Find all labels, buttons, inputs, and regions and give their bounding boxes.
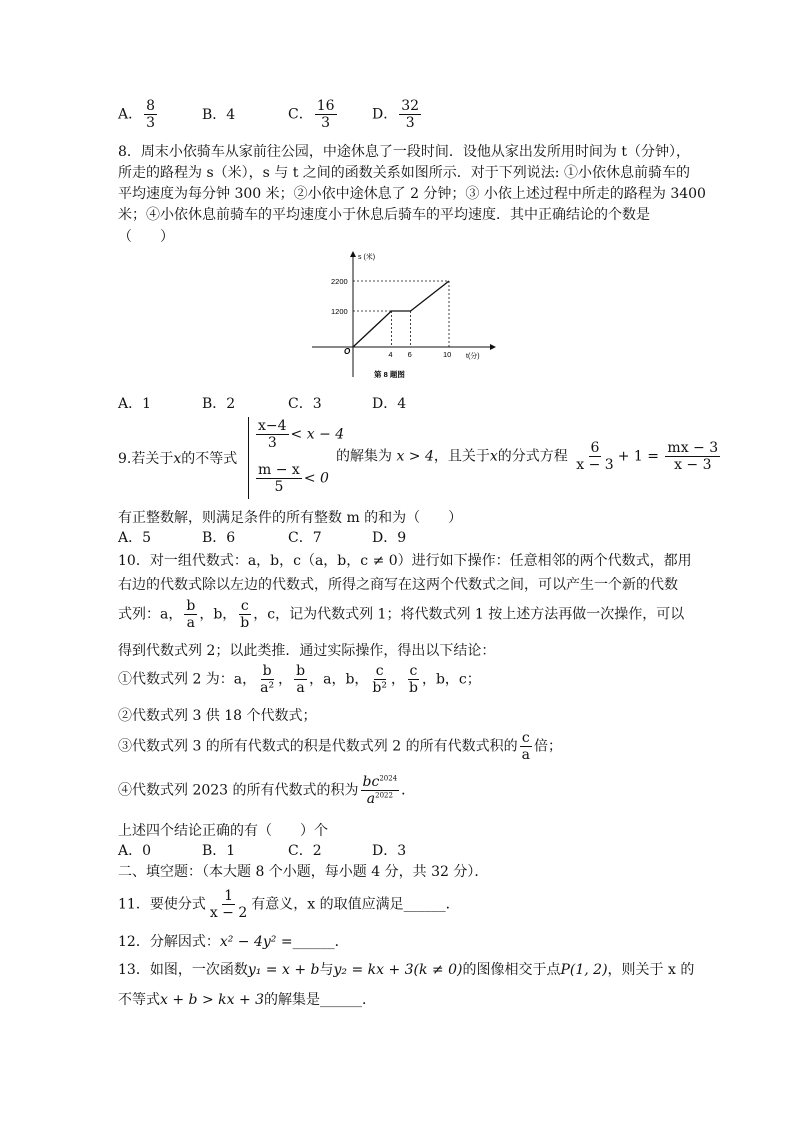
q9-options <box>118 530 406 547</box>
q10-option-a[interactable]: A．0 <box>118 843 152 859</box>
q10-option-b[interactable]: B．1 <box>202 843 236 859</box>
q12: 12．分解因式：x² − 4y² =______． <box>118 934 349 950</box>
q10-line-2: 右边的代数式除以左边的代数式，所得之商写在这两个代数式之间，可以产生一个新的代数 <box>118 577 678 593</box>
y-tick-label: 1200 <box>331 307 348 316</box>
q10-conclusion-2: ②代数式列 3 供 18 个代数式； <box>118 708 317 724</box>
q8-line-4: 米；④小依休息前骑车的平均速度小于休息后骑车的平均速度．其中正确结论的个数是 <box>118 207 650 223</box>
q8-option-d[interactable]: D．4 <box>372 396 407 412</box>
q8-chart <box>300 245 500 385</box>
q13-line-2: 不等式x + b > kx + 3的解集是______． <box>118 992 377 1008</box>
q10-line-3: 式列：a， $\frac{b}{a}$ ，b， $\frac{c}{b}$ ，c，记为代数式列 1；将代数式列 1 按上述方法再做一次操作，可以 <box>118 598 685 632</box>
q9-line-2: 有正整数解，则满足条件的所有整数 m 的和为（ ） <box>118 510 463 526</box>
chart-caption: 第 8 题图 <box>374 370 405 379</box>
q8-option-b[interactable]: B．2 <box>202 396 236 412</box>
x-tick-label: 4 <box>388 350 393 359</box>
q9-option-d[interactable]: D．9 <box>372 530 407 546</box>
q9-tail: 的解集为 x > 4，且关于x的分式方程 $\frac{6}{x - 3}$ + 1 = $\frac{mx - 3}{x - 3}$ <box>336 440 719 474</box>
q7-option-b[interactable]: B．4 <box>202 106 236 123</box>
q7-option-d[interactable]: D． $\frac{32}{3}$ <box>372 98 420 132</box>
q9-inequality-1: $\frac{x-4}{3}$ < x − 4 <box>258 418 345 452</box>
q7-options <box>118 98 423 131</box>
q10-options <box>118 843 406 860</box>
q8-option-a[interactable]: A．1 <box>118 396 152 412</box>
q10-option-c[interactable]: C．2 <box>288 843 322 859</box>
x-axis-label: t(分) <box>466 353 480 360</box>
q9-inequality-2: $\frac{m - x}{5}$ < 0 <box>258 462 329 496</box>
q9-option-b[interactable]: B．6 <box>202 530 236 546</box>
q8-line-2: 所走的路程为 s（米），s 与 t 之间的函数关系如图所示．对于下列说法: ①小依休息前骑车的 <box>118 165 690 181</box>
q10-conclusion-3: ③代数式列 3 的所有代数式的积是代数式列 2 的所有代数式积的 $\frac{c}{a}$ 倍； <box>118 730 562 764</box>
q7-option-c[interactable]: C． $\frac{16}{3}$ <box>288 98 335 132</box>
section-2-heading: 二、填空题：（本大题 8 个小题，每小题 4 分，共 32 分）． <box>118 864 489 880</box>
q10-option-d[interactable]: D．3 <box>372 843 407 859</box>
q9-option-a[interactable]: A．5 <box>118 530 152 546</box>
q10-conclusion-1: ①代数式列 2 为：a， $\frac{b}{\text{a²}}$ ， $\frac{b}{a}$ ，a，b， $\frac{c}{\text{b²}}$ ， $\frac{c}{b}$ ，b，c； <box>118 663 481 697</box>
q9-prefix: 9.若关于x的不等式 <box>118 451 238 467</box>
q11: 11．要使分式 $\frac{1}{x - 2}$ 有意义，x 的取值应满足______． <box>118 888 460 922</box>
q10-line-4: 得到代数式列 2；以此类推．通过实际操作，得出以下结论： <box>118 643 496 659</box>
x-axis-arrow <box>490 344 496 350</box>
x-tick-label: 6 <box>407 350 412 359</box>
q8-option-c[interactable]: C．3 <box>288 396 322 412</box>
origin-label: O <box>344 347 351 356</box>
series-line <box>353 281 449 347</box>
y-axis-label: s (米) <box>358 254 376 261</box>
q13-line-1: 13．如图，一次函数y₁ = x + b与y₂ = kx + 3(k ≠ 0)的图像相交于点P(1, 2)，则关于 x 的 <box>118 962 695 978</box>
q8-line-1: 8．周末小依骑车从家前往公园，中途休息了一段时间．设他从家出发所用时间为 t（分钟）， <box>118 144 690 160</box>
y-tick-label: 2200 <box>331 277 348 286</box>
x-tick-label: 10 <box>443 350 452 359</box>
q10-line-1: 10．对一组代数式：a，b，c（a，b，c ≠ 0）进行如下操作：任意相邻的两个代数式，都用 <box>118 553 692 569</box>
q8-options <box>118 396 406 413</box>
q7-option-a[interactable]: A． $\frac{8}{3}$ <box>118 98 156 132</box>
q8-line-3: 平均速度为每分钟 300 米；②小依中途休息了 2 分钟；③ 小依上述过程中所走的路程为 3400 <box>118 186 706 202</box>
q8-line-5: （ ） <box>118 229 174 245</box>
q10-summary: 上述四个结论正确的有（ ）个 <box>118 823 328 839</box>
q9-system-brace <box>248 417 249 499</box>
y-axis-arrow <box>350 251 356 257</box>
q10-conclusion-4: ④代数式列 2023 的所有代数式的积为 $\frac{bc^{2024}}{a^{2022}}$ ． <box>118 774 416 808</box>
q9-option-c[interactable]: C．7 <box>288 530 322 546</box>
